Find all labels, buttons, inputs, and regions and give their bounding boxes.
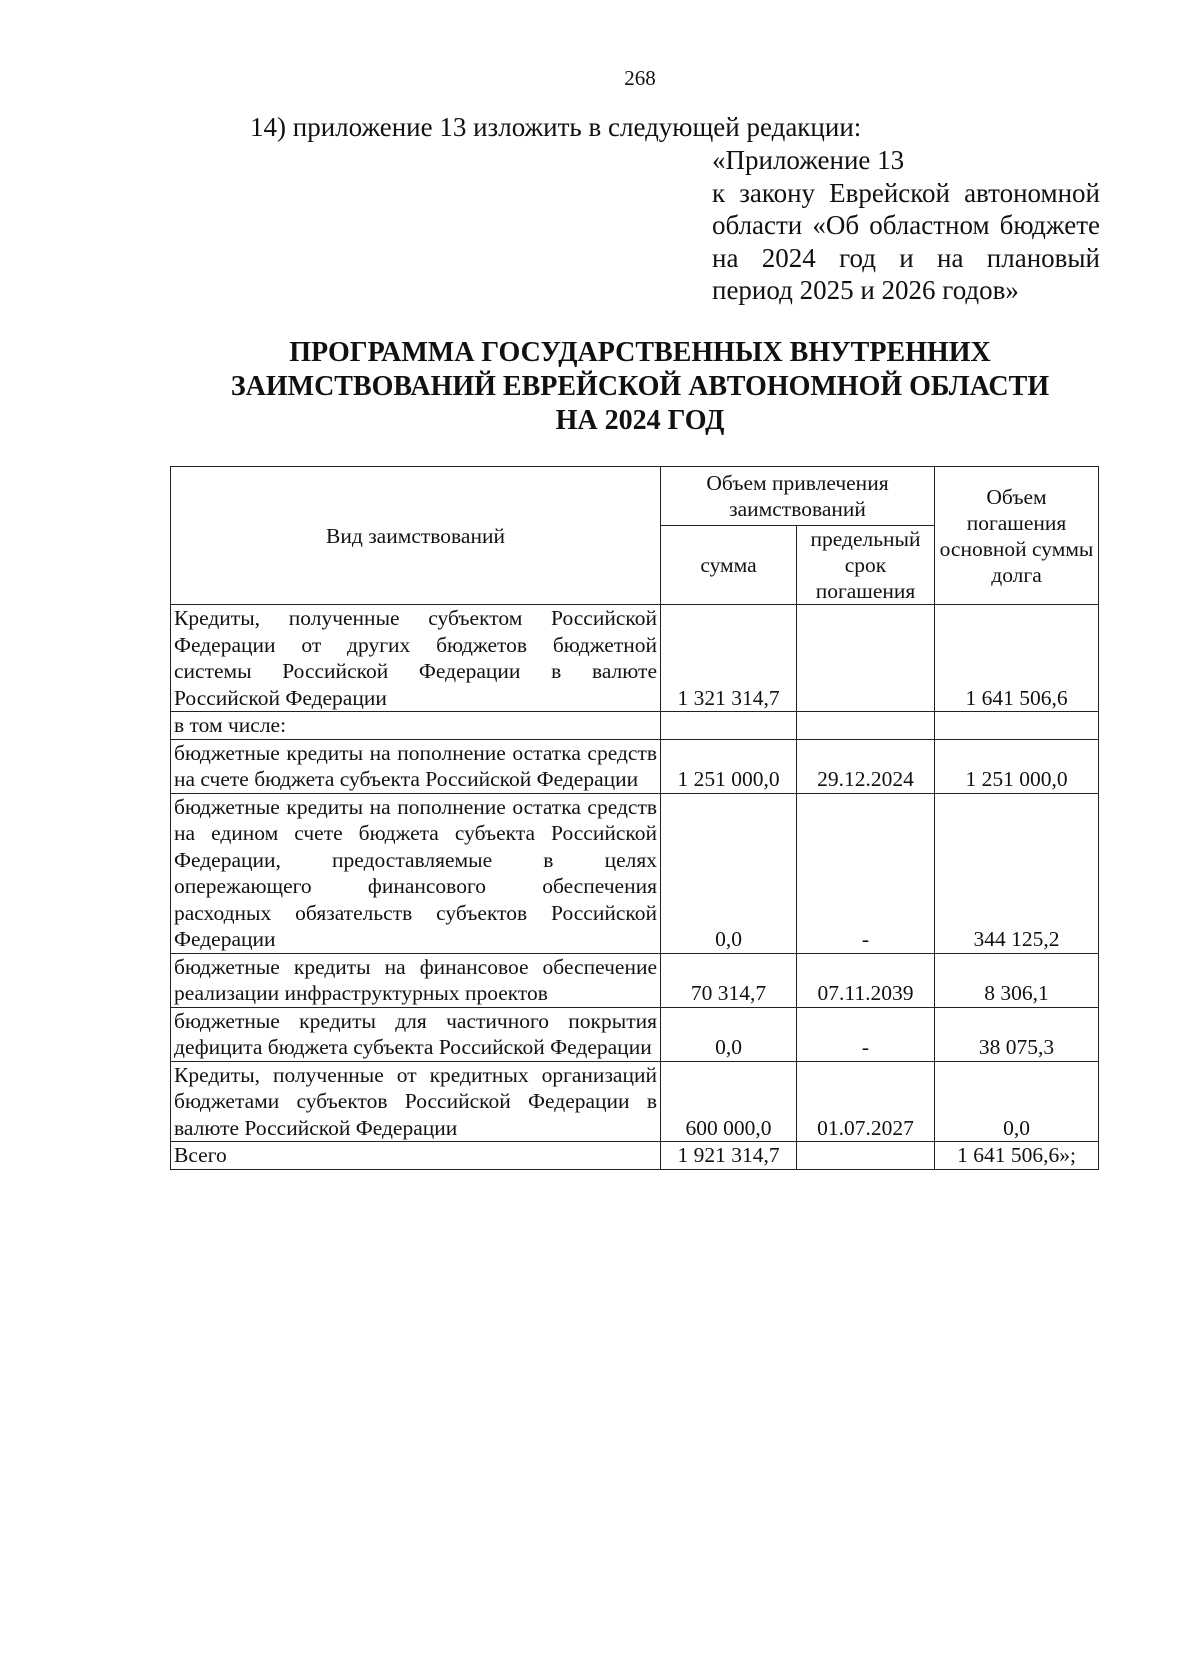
row-description: бюджетные кредиты на пополнение остатка средств на едином счете бюджета субъекта Российской Федерации, предоставляемые в целях опережающего финансового обеспечения расходных обязательств субъектов Российской Федерации [171, 793, 661, 953]
row-repayment: 8 306,1 [935, 953, 1099, 1007]
title-line: НА 2024 ГОД [555, 405, 725, 436]
row-term: 07.11.2039 [797, 953, 935, 1007]
appendix-line: области «Об областном бюджете [712, 210, 1100, 240]
title-line: ПРОГРАММА ГОСУДАРСТВЕННЫХ ВНУТРЕННИХ [289, 337, 991, 368]
appendix-line: период 2025 и 2026 годов» [712, 275, 1019, 305]
row-term: 01.07.2027 [797, 1061, 935, 1142]
row-description: бюджетные кредиты для частичного покрытия дефицита бюджета субъекта Российской Федерации [171, 1007, 661, 1061]
page-number: 268 [624, 66, 656, 90]
row-repayment: 1 641 506,6 [935, 605, 1099, 712]
row-amount: 0,0 [661, 793, 797, 953]
header-type: Вид заимствований [171, 467, 661, 605]
row-description: Кредиты, полученные от кредитных организаций бюджетами субъектов Российской Федерации в валюте Российской Федерации [171, 1061, 661, 1142]
row-repayment: 344 125,2 [935, 793, 1099, 953]
table-row [171, 953, 1099, 1007]
row-term: - [797, 793, 935, 953]
table-row [171, 1007, 1099, 1061]
row-repayment: 0,0 [935, 1061, 1099, 1142]
document-title [160, 336, 1120, 438]
row-repayment: 38 075,3 [935, 1007, 1099, 1061]
row-description: Всего [171, 1142, 661, 1170]
row-term [797, 605, 935, 712]
table-row [171, 793, 1099, 953]
row-amount: 600 000,0 [661, 1061, 797, 1142]
table-row [171, 712, 1099, 740]
row-term: 29.12.2024 [797, 739, 935, 793]
table-row [171, 1061, 1099, 1142]
row-amount: 1 321 314,7 [661, 605, 797, 712]
header-term: предельный срок погашения [797, 526, 935, 605]
title-line: ЗАИМСТВОВАНИЙ ЕВРЕЙСКОЙ АВТОНОМНОЙ ОБЛАСТИ [230, 371, 1050, 402]
header-amount: сумма [661, 526, 797, 605]
row-amount: 1 921 314,7 [661, 1142, 797, 1170]
table-row [171, 605, 1099, 712]
table-row-total [171, 1142, 1099, 1170]
appendix-reference [712, 144, 1100, 307]
row-term: - [797, 1007, 935, 1061]
row-amount: 70 314,7 [661, 953, 797, 1007]
appendix-line: к закону Еврейской автономной [712, 177, 1100, 208]
row-repayment [935, 712, 1099, 740]
row-description: в том числе: [171, 712, 661, 740]
row-amount: 0,0 [661, 1007, 797, 1061]
intro-paragraph: 14) приложение 13 изложить в следующей редакции: [250, 112, 862, 142]
row-term [797, 712, 935, 740]
row-amount [661, 712, 797, 740]
borrowing-program-table [170, 466, 1099, 1170]
row-repayment: 1 251 000,0 [935, 739, 1099, 793]
row-term [797, 1142, 935, 1170]
row-amount: 1 251 000,0 [661, 739, 797, 793]
row-description: бюджетные кредиты на пополнение остатка средств на счете бюджета субъекта Российской Федерации [171, 739, 661, 793]
row-repayment: 1 641 506,6»; [935, 1142, 1099, 1170]
appendix-line: на 2024 год и на плановый [712, 242, 1100, 273]
header-repayment: Объем погашения основной суммы долга [935, 467, 1099, 605]
row-description: бюджетные кредиты на финансовое обеспечение реализации инфраструктурных проектов [171, 953, 661, 1007]
appendix-line: «Приложение 13 [712, 145, 905, 175]
header-attraction: Объем привлечения заимствований [661, 467, 935, 526]
table-row [171, 739, 1099, 793]
row-description: Кредиты, полученные субъектом Российской Федерации от других бюджетов бюджетной системы Российской Федерации в валюте Российской Федерации [171, 605, 661, 712]
